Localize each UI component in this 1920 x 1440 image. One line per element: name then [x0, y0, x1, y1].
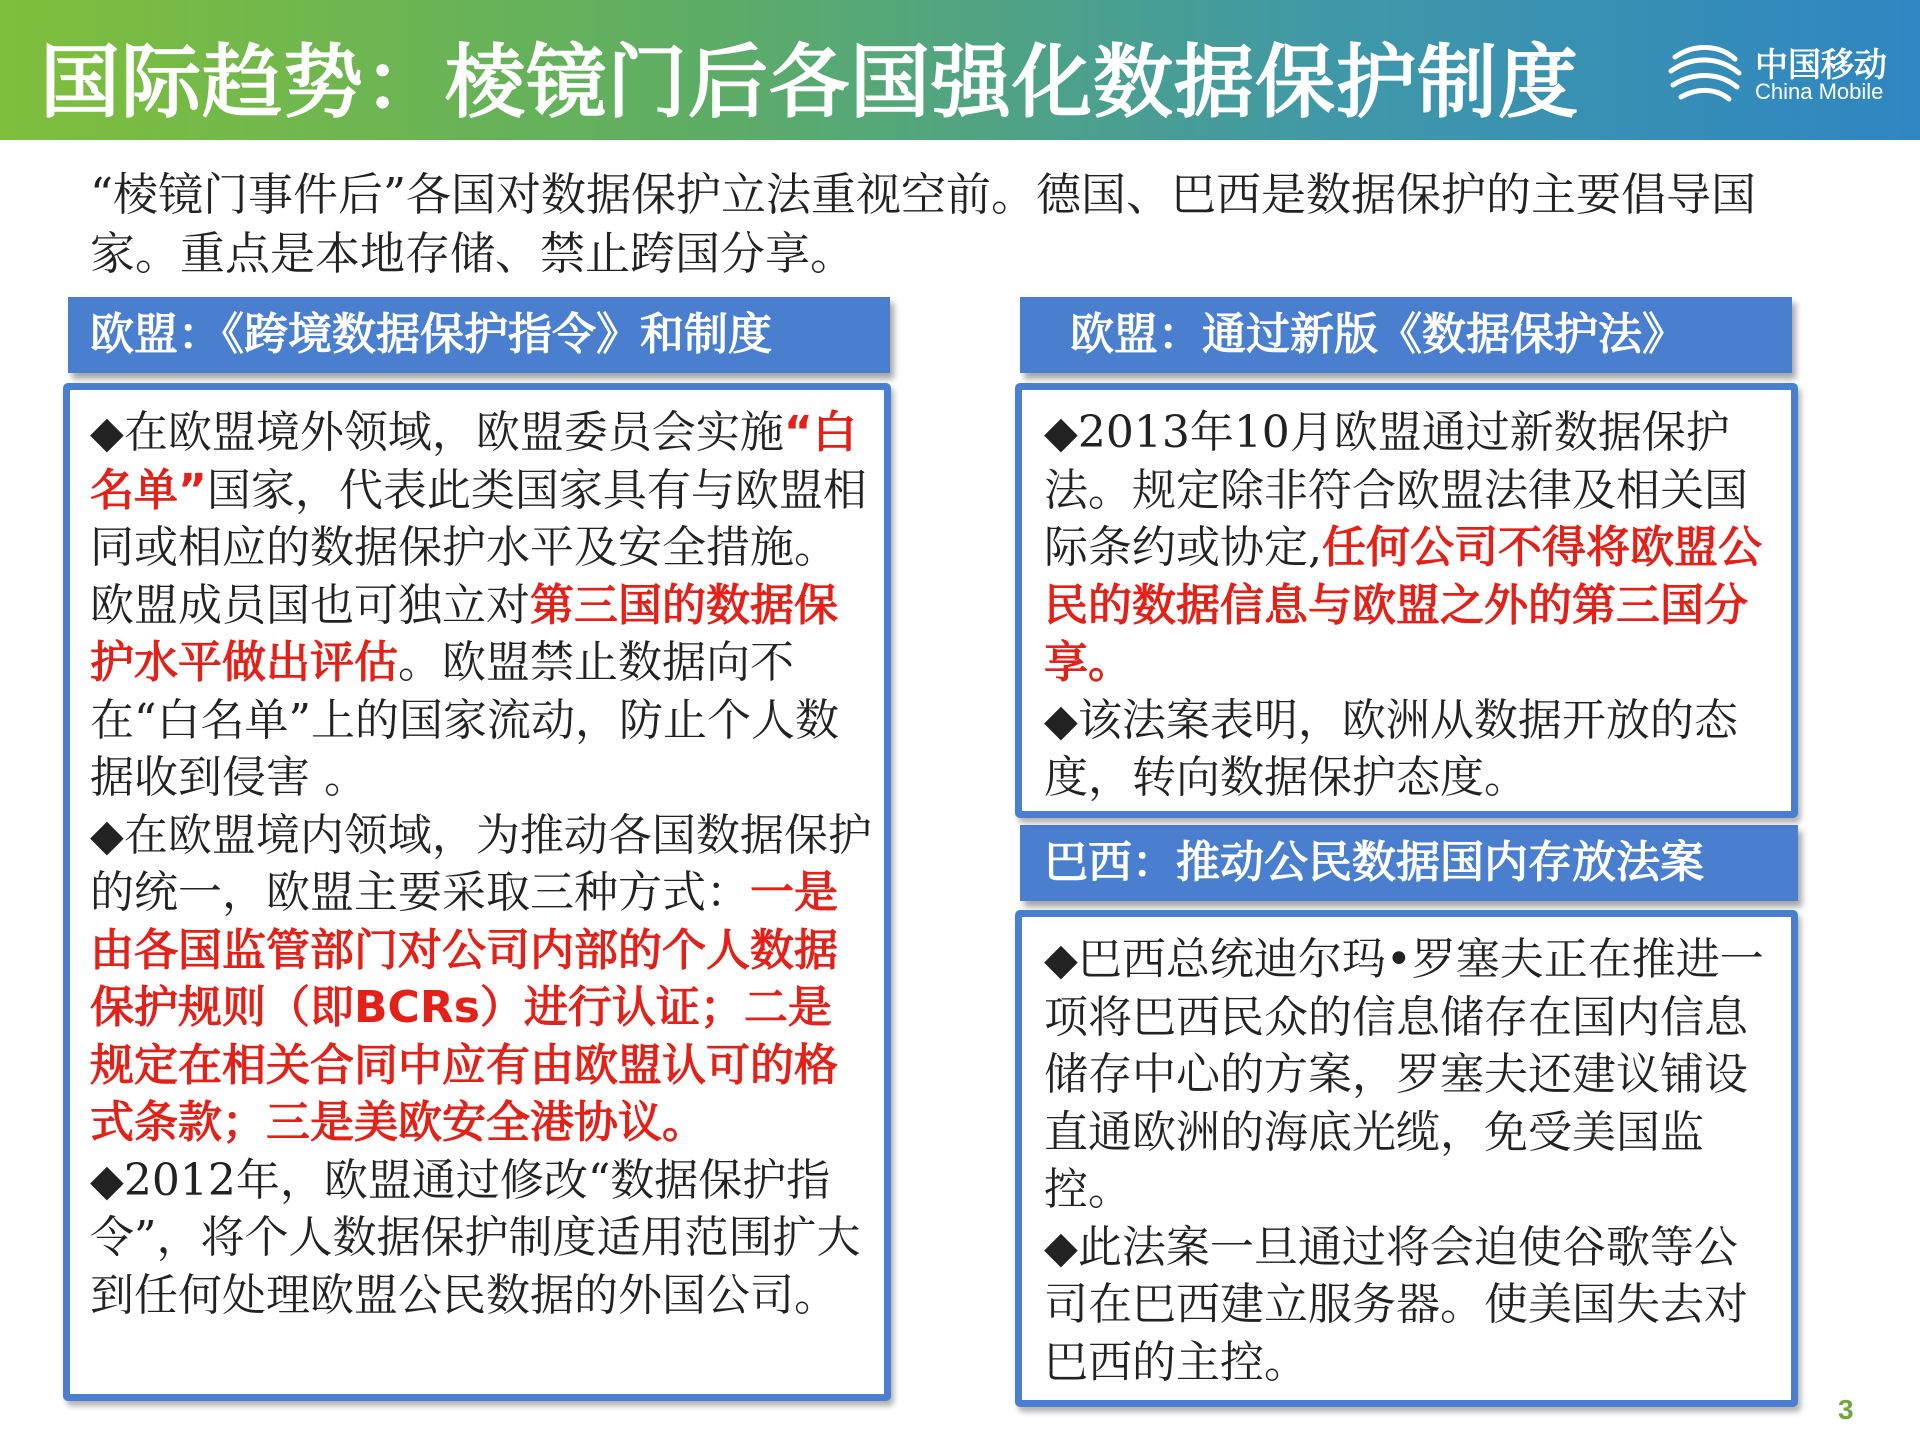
china-mobile-logo-icon	[1665, 35, 1745, 110]
text-run: ◆在欧盟境外领域，欧盟委员会实施	[90, 407, 784, 458]
highlight-three-methods: 一是由各国监管部门对公司内部的个人数据保护规则（即BCRs）进行认证；二是规定在相关合同中应有由欧盟认可的格式条款；三是美欧安全港协议。	[90, 867, 838, 1148]
eu-law-paragraph-1	[1044, 404, 1779, 692]
china-mobile-logo	[1665, 35, 1900, 110]
eu-law-box	[1015, 383, 1798, 818]
eu-directive-paragraph-1	[90, 404, 872, 807]
section-title-brazil: 巴西：推动公民数据国内存放法案	[1020, 825, 1798, 901]
text-run: ◆在欧盟境内领域，为推动各国数据保护的统一，欧盟主要采取三种方式：	[90, 809, 872, 918]
text-run: 国家，代表此类国家具有与欧盟相同或相应的数据保护水平及安全措施。欧盟成员国也可独立对	[90, 464, 867, 631]
text-run: 。欧盟禁止数据向不在“白名单”上的国家流动，防止个人数据收到侵害 。	[90, 637, 839, 803]
eu-directive-paragraph-3: ◆2012年，欧盟通过修改“数据保护指令”，将个人数据保护制度适用范围扩大到任何处理欧盟公民数据的外国公司。	[90, 1154, 861, 1321]
logo-text-en: China Mobile	[1755, 79, 1884, 104]
eu-directive-text	[90, 404, 872, 1324]
eu-law-paragraph-2: ◆该法案表明，欧洲从数据开放的态度，转向数据保护态度。	[1044, 694, 1738, 803]
brazil-paragraph-1: ◆巴西总统迪尔玛•罗塞夫正在推进一项将巴西民众的信息储存在国内信息储存中心的方案，罗塞夫还建议铺设直通欧洲的海底光缆，免受美国监控。	[1044, 934, 1764, 1215]
highlight-no-sharing: 任何公司不得将欧盟公民的数据信息与欧盟之外的第三国分享。	[1044, 522, 1762, 688]
section-title-eu-law: 欧盟：通过新版《数据保护法》	[1020, 297, 1792, 373]
intro-paragraph: “棱镜门事件后”各国对数据保护立法重视空前。德国、巴西是数据保护的主要倡导国家。重点是本地存储、禁止跨国分享。	[90, 168, 1757, 280]
highlight-whitelist: “白名单”	[90, 407, 857, 516]
section-title-eu-directive: 欧盟：《跨境数据保护指令》和制度	[68, 297, 890, 373]
highlight-third-country-assessment: 第三国的数据保护水平做出评估	[90, 579, 838, 688]
text-run: ◆2013年10月欧盟通过新数据保护法。规定除非符合欧盟法律及相关国际条约或协定,	[1044, 407, 1748, 573]
brazil-box	[1015, 910, 1798, 1407]
eu-directive-box	[63, 383, 891, 1401]
eu-directive-paragraph-2	[90, 807, 872, 1152]
title-bar	[0, 0, 1920, 140]
page-title: 国际趋势：棱镜门后各国强化数据保护制度	[40, 36, 1579, 129]
brazil-text	[1044, 931, 1779, 1391]
page-number: 3	[1838, 1394, 1854, 1425]
logo-text-cn: 中国移动	[1755, 45, 1887, 84]
brazil-paragraph-2: ◆此法案一旦通过将会迫使谷歌等公司在巴西建立服务器。使美国失去对巴西的主控。	[1044, 1221, 1748, 1388]
eu-law-text	[1044, 404, 1779, 807]
